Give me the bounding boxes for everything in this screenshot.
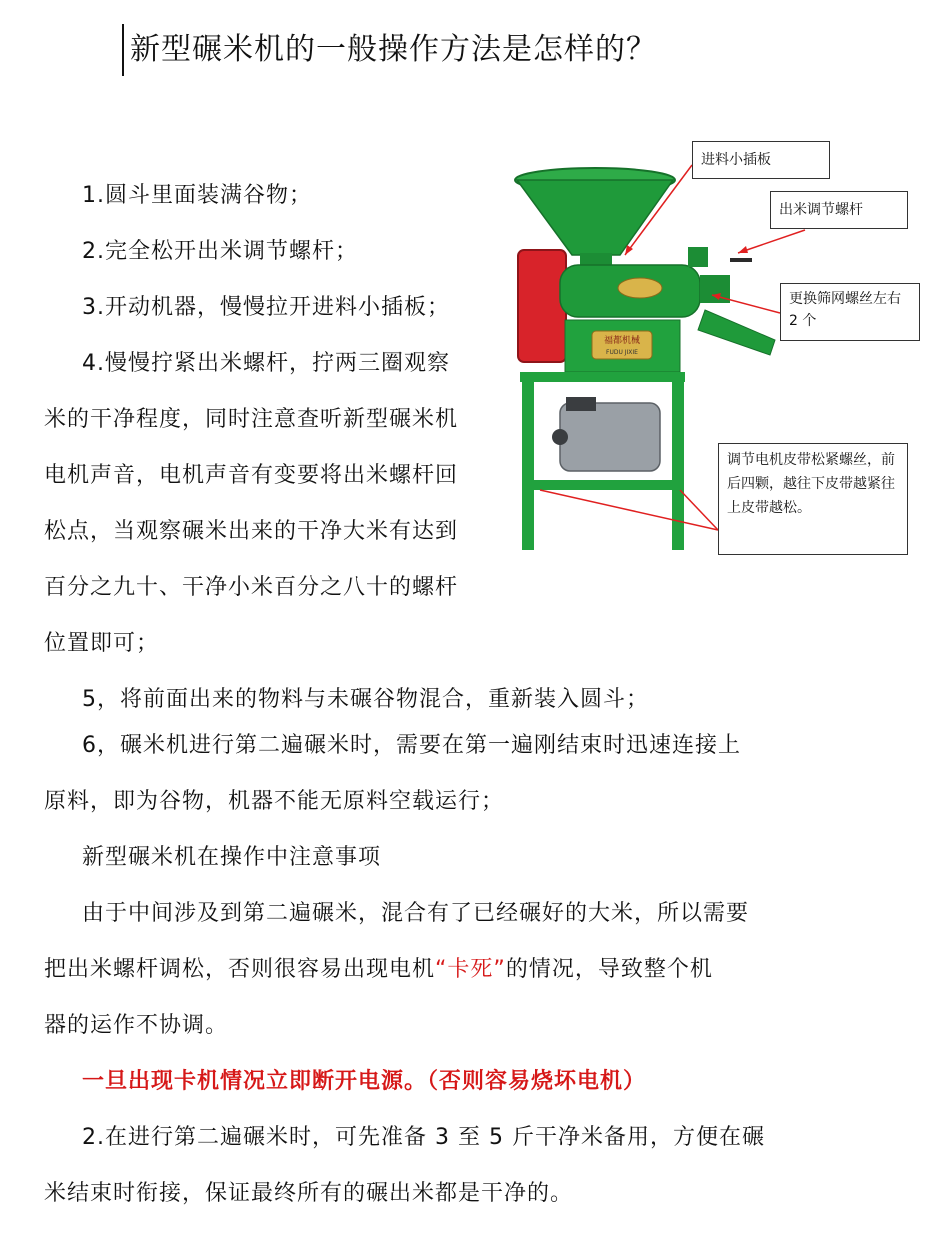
step-4-line-2: 米的干净程度，同时注意查听新型碾米机: [44, 407, 459, 432]
callout-feed-plate: 进料小插板: [692, 141, 830, 179]
motor: [560, 403, 660, 471]
arrow-belt-adjust-1: [540, 490, 718, 530]
notes-p1-line-2-b: 的情况，导致整个机: [505, 957, 713, 982]
motor-terminal-box: [566, 397, 596, 411]
brand-plate-text: 福都机械: [603, 336, 641, 346]
step-6-line-2: 原料，即为谷物，机器不能无原料空载运行；: [44, 789, 505, 814]
chamber-label: [618, 278, 662, 298]
step-6-line-1: 6，碾米机进行第二遍碾米时，需要在第一遍刚结束时迅速连接上: [82, 733, 741, 758]
step-4-line-4: 松点，当观察碾米出来的干净大米有达到: [44, 519, 459, 544]
warning-text: 一旦出现卡机情况立即断开电源。（否则容易烧坏电机）: [82, 1069, 647, 1094]
jam-highlight: “卡死”: [435, 957, 506, 982]
arrow-outlet-screw: [738, 230, 805, 253]
rice-mill-figure: [500, 135, 920, 565]
arrow-sieve-screw: [712, 295, 780, 313]
outlet-cap: [688, 247, 708, 267]
arrow-belt-adjust-2: [680, 490, 718, 530]
step-2: 2.完全松开出米调节螺杆；: [82, 239, 358, 264]
notes-p1-line-2-a: 把出米螺杆调松，否则很容易出现电机: [44, 957, 436, 982]
notes-p2-line-1: 2.在进行第二遍碾米时，可先准备 3 至 5 斤干净米备用，方便在碾: [82, 1125, 765, 1150]
frame-top-bar: [520, 372, 685, 382]
step-4-line-5: 百分之九十、干净小米百分之八十的螺杆: [44, 575, 459, 600]
step-4-line-6: 位置即可；: [44, 631, 160, 656]
notes-p1-line-2: [44, 942, 713, 998]
step-3: 3.开动机器，慢慢拉开进料小插板；: [82, 295, 450, 320]
callout-outlet-screw: 出米调节螺杆: [770, 191, 908, 229]
discharge-chute: [698, 310, 775, 355]
notes-p1-line-1: 由于中间涉及到第二遍碾米，混合有了已经碾好的大米，所以需要: [82, 901, 750, 926]
page-title: 新型碾米机的一般操作方法是怎样的？: [122, 24, 657, 76]
hopper: [517, 180, 673, 255]
notes-heading: 新型碾米机在操作中注意事项: [82, 845, 382, 870]
step-4-line-3: 电机声音，电机声音有变要将出米螺杆回: [44, 463, 459, 488]
arrow-outlet-screw-head: [738, 246, 748, 253]
frame-leg-right: [672, 380, 684, 550]
notes-p1-line-3: 器的运作不协调。: [44, 1013, 229, 1038]
frame-leg-left: [522, 380, 534, 550]
callout-sieve-screw: 更换筛网螺丝左右 2 个: [780, 283, 920, 341]
step-5: 5，将前面出来的物料与未碾谷物混合，重新装入圆斗；: [82, 687, 649, 712]
callout-belt-adjust: 调节电机皮带松紧螺丝，前后四颗，越往下皮带越紧往上皮带越松。: [718, 443, 908, 555]
step-1: 1.圆斗里面装满谷物；: [82, 183, 312, 208]
belt-guard: [518, 250, 566, 362]
step-4-line-1: 4.慢慢拧紧出米螺杆，拧两三圈观察: [82, 351, 450, 376]
motor-pulley: [552, 429, 568, 445]
frame-mid-bar: [522, 480, 684, 490]
brand-plate-pinyin: FUDU JIXIE: [606, 349, 638, 356]
notes-p2-line-2: 米结束时衔接，保证最终所有的碾出米都是干净的。: [44, 1181, 574, 1206]
